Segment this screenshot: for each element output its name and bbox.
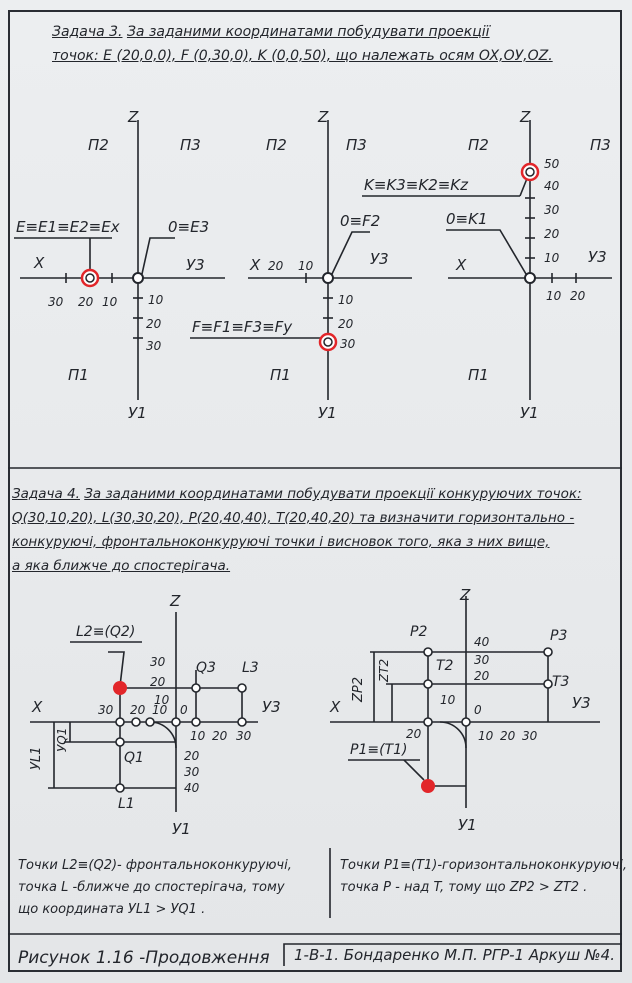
t4r-arc: [440, 722, 466, 748]
d3-tick-z10: 10: [544, 251, 560, 265]
t4r-p2-label: P2: [410, 624, 428, 640]
t4l-l3-label: L3: [242, 660, 259, 676]
t4r-tick-x20: 20: [406, 727, 422, 741]
d2-tick-y10: 10: [338, 293, 354, 307]
t4r-tick-z10: 10: [440, 693, 456, 707]
d1-origin-label: 0≡E3: [168, 218, 210, 236]
t4l-x-label: X: [32, 698, 43, 716]
t4l-tick-x30: 30: [98, 703, 114, 717]
t4l-q3-label: Q3: [196, 660, 216, 676]
d1-tick-y10: 10: [148, 293, 164, 307]
stamp-border: [284, 944, 622, 966]
d2-p3-label: П3: [346, 136, 367, 154]
conclusion-right-line1: Точки P1≡(T1)-горизонтальноконкуруючі,: [340, 858, 628, 873]
t4r-tick-y3-20: 20: [500, 729, 516, 743]
t4l-arc: [150, 722, 176, 748]
d1-tick-x10: 10: [102, 295, 118, 309]
t4r-tick-z40: 40: [474, 635, 490, 649]
t4r-bottom-label: P1≡(T1): [350, 742, 408, 758]
d3-x-label: X: [456, 256, 467, 274]
d1-origin-point: [133, 273, 143, 283]
t4r-p3-label: P3: [550, 628, 568, 644]
d3-p1-label: П1: [468, 366, 489, 384]
d1-tick-y20: 20: [146, 317, 162, 331]
d3-tick-y10: 10: [546, 289, 562, 303]
t4l-tick-z30: 30: [150, 655, 166, 669]
d3-origin-point: [525, 273, 535, 283]
figure-caption: Рисунок 1.16 -Продовження: [18, 948, 270, 968]
conclusion-left-line1: Точки L2≡(Q2)- фронтальноконкуруючі,: [18, 858, 292, 873]
d3-point-label: K≡K3≡K2≡Kz: [364, 176, 469, 194]
t4l-tick-y40: 40: [184, 781, 200, 795]
d3-tick-y20: 20: [570, 289, 586, 303]
d2-x-label: X: [250, 256, 261, 274]
d3-y3-label: У3: [588, 248, 607, 266]
d1-tick-y30: 30: [146, 339, 162, 353]
d2-p1-label: П1: [270, 366, 291, 384]
d2-tick-x10: 10: [298, 259, 314, 273]
task4-line1: Задача 4. За заданими координатами побудувати проекції конкуруючих точок:: [12, 486, 582, 502]
t4l-y1-label: У1: [172, 820, 191, 838]
t4l-tick-y20: 20: [184, 749, 200, 763]
d1-tick-x30: 30: [48, 295, 64, 309]
d3-origin-label: 0≡K1: [446, 210, 488, 228]
d1-p1-label: П1: [68, 366, 89, 384]
t4l-tick-z20: 20: [150, 675, 166, 689]
d1-point-label: E≡E1≡E2≡Ex: [16, 218, 120, 236]
d1-p2-label: П2: [88, 136, 109, 154]
t4r-t3-label: T3: [552, 674, 570, 690]
t4l-tick-y3-10: 10: [190, 729, 206, 743]
d1-y3-label: У3: [186, 256, 205, 274]
t4l-tick-y3-30: 30: [236, 729, 252, 743]
d2-tick-y30: 30: [340, 337, 356, 351]
d3-tick-z50: 50: [544, 157, 560, 171]
d2-origin-label: 0≡F2: [340, 212, 381, 230]
t4r-tick-z30: 30: [474, 653, 490, 667]
conclusion-left-line3: що координата УL1 > УQ1 .: [18, 902, 206, 917]
d2-y3-label: У3: [370, 250, 389, 268]
task3-line2: точок: E (20,0,0), F (0,30,0), K (0,0,50), що належать осям OX,OУ,OZ.: [52, 48, 553, 64]
d3-p2-label: П2: [468, 136, 489, 154]
t4l-dim-yl1-label: УL1: [29, 746, 44, 770]
d3-p3-label: П3: [590, 136, 611, 154]
t4r-bottom-leader: [404, 760, 424, 780]
d2-point-label: F≡F1≡F3≡Fy: [192, 318, 293, 336]
d1-tick-x20: 20: [78, 295, 94, 309]
d1-y1-label: У1: [128, 404, 147, 422]
t4l-tick-y3-20: 20: [212, 729, 228, 743]
d2-tick-x20: 20: [268, 259, 284, 273]
d2-origin-leader: [332, 232, 370, 274]
task4-line3: конкуруючі, фронтальноконкуруючі точки і висновок того, яка з них вище,: [12, 534, 550, 550]
task4-line4: а яка ближче до спостерігача.: [12, 558, 231, 574]
t4l-q1-label: Q1: [124, 750, 144, 766]
conclusion-right-line2: точка P - над T, тому що ZP2 > ZT2 .: [340, 880, 588, 895]
t4l-tick-x10: 10: [152, 703, 168, 717]
d1-z-label: Z: [128, 108, 139, 126]
d2-p2-label: П2: [266, 136, 287, 154]
t4r-dim-zp2-label: ZP2: [351, 676, 366, 702]
title-stamp: 1-В-1. Бондаренко М.П. РГР-1 Аркуш №4.: [294, 946, 615, 964]
t4r-y3-label: У3: [572, 694, 591, 712]
t4l-top-leader: [108, 652, 124, 686]
t4r-tick-z20: 20: [474, 669, 490, 683]
t4l-z-label: Z: [170, 592, 181, 610]
d1-x-label: X: [34, 254, 45, 272]
d2-tick-y20: 20: [338, 317, 354, 331]
d1-origin-leader: [142, 238, 175, 274]
d3-z-label: Z: [520, 108, 531, 126]
t4r-t2-label: T2: [436, 658, 454, 674]
d2-origin-point: [323, 273, 333, 283]
task3-line1: Задача 3. За заданими координатами побудувати проекції: [52, 24, 490, 40]
d3-tick-z20: 20: [544, 227, 560, 241]
t4l-top-label: L2≡(Q2): [76, 624, 136, 640]
t4r-tick-y3-10: 10: [478, 729, 494, 743]
d1-p3-label: П3: [180, 136, 201, 154]
t4l-l1-label: L1: [118, 796, 135, 812]
t4r-tick-y3-30: 30: [522, 729, 538, 743]
t4l-tick-x0: 0: [180, 703, 188, 717]
task4-line2: Q(30,10,20), L(30,30,20), P(20,40,40), T(20,40,20) та визначити горизонтально -: [12, 510, 575, 526]
d2-z-label: Z: [318, 108, 329, 126]
t4r-dim-zt2-label: ZT2: [377, 658, 391, 682]
d3-tick-z30: 30: [544, 203, 560, 217]
t4r-tick-x0: 0: [474, 703, 482, 717]
t4l-tick-z10: 10: [154, 693, 170, 707]
t4r-z-label: Z: [460, 586, 471, 604]
d2-y1-label: У1: [318, 404, 337, 422]
t4l-tick-y30: 30: [184, 765, 200, 779]
t4l-dim-yq1-label: УQ1: [55, 727, 69, 752]
d3-tick-z40: 40: [544, 179, 560, 193]
t4r-x-label: X: [330, 698, 341, 716]
t4r-point-p1t1: [421, 779, 435, 793]
t4l-y3-label: У3: [262, 698, 281, 716]
t4l-tick-x20: 20: [130, 703, 146, 717]
conclusion-left-line2: точка L -ближче до спостерігача, тому: [18, 880, 285, 895]
d3-y1-label: У1: [520, 404, 539, 422]
t4l-point-l2q2: [113, 681, 127, 695]
t4r-y1-label: У1: [458, 816, 477, 834]
